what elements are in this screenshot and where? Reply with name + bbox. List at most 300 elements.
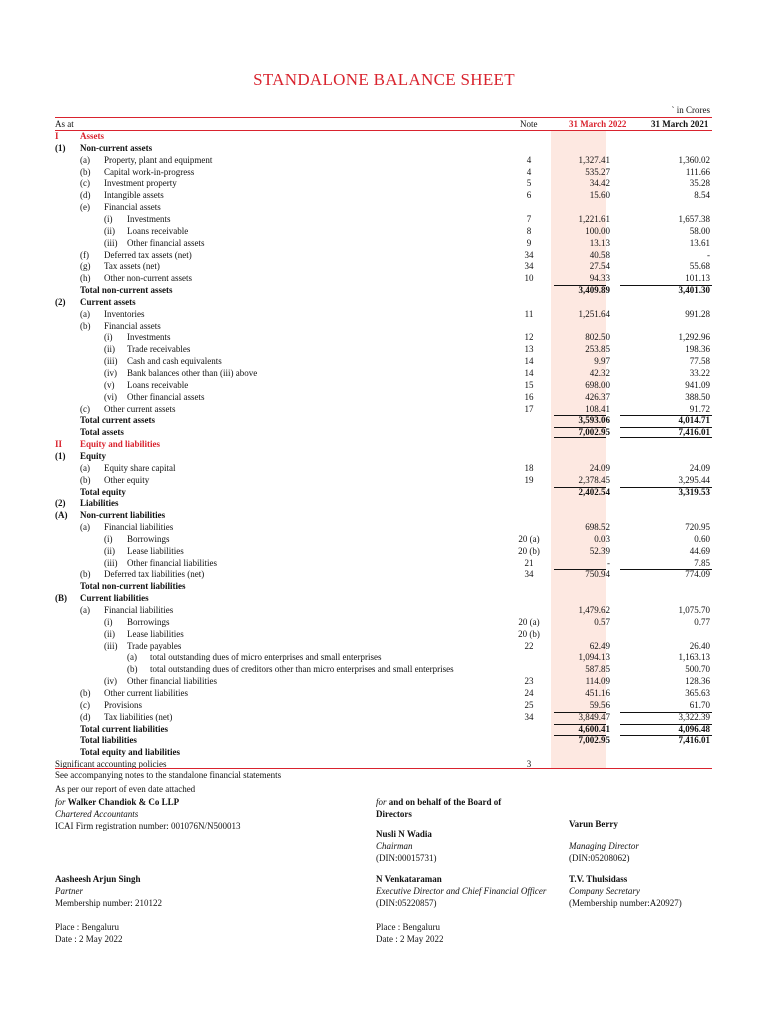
value-2021: 91.72: [689, 403, 710, 414]
firm-line: [55, 796, 179, 808]
row-label: (a): [127, 652, 137, 663]
value-2022: 94.33: [589, 273, 610, 284]
row-label: Loans receivable: [127, 225, 189, 236]
row-label: (b): [80, 687, 91, 698]
row-label: Lease liabilities: [127, 545, 184, 556]
value-2022: 1,479.62: [578, 605, 610, 615]
chairman-role: Chairman: [376, 841, 413, 851]
row-note: 20 (a): [518, 616, 540, 627]
page-title: STANDALONE BALANCE SHEET: [253, 70, 515, 89]
table-row: [0, 651, 768, 663]
value-2021: -: [707, 249, 710, 260]
table-row: [0, 604, 768, 616]
row-label: (c): [80, 178, 90, 189]
row-label: Equity share capital: [104, 462, 176, 473]
board-directors: Directors: [376, 809, 412, 819]
value-2022: 114.09: [585, 676, 610, 687]
table-row: [0, 142, 768, 154]
row-note: 20 (b): [518, 545, 540, 556]
row-label: Non-current liabilities: [80, 510, 166, 521]
row-note: 14: [524, 356, 534, 367]
row-label: (iv): [104, 676, 117, 687]
value-2021: 388.50: [685, 391, 710, 402]
value-2022: 4,600.41: [578, 723, 610, 734]
row-label: Trade receivables: [127, 344, 191, 355]
row-label: Financial liabilities: [104, 522, 174, 533]
row-label: Other financial assets: [127, 391, 205, 402]
row-label: (A): [55, 510, 68, 521]
row-note: 6: [526, 190, 532, 201]
row-note: 9: [526, 237, 532, 248]
row-note: 34: [524, 261, 534, 272]
row-label: (a): [80, 462, 90, 473]
row-label: (h): [80, 273, 91, 284]
table-row: [0, 189, 768, 201]
row-label: Investment property: [104, 178, 177, 189]
value-2022: 0.57: [594, 616, 610, 627]
row-label: (b): [80, 320, 91, 331]
table-row: [0, 320, 768, 332]
value-2022: 426.37: [585, 391, 610, 402]
row-label: Cash and cash equivalents: [127, 356, 222, 367]
row-label: total outstanding dues of micro enterprises and small enterprises: [150, 652, 382, 663]
table-row: [0, 343, 768, 355]
subtotal-rule: [554, 427, 606, 428]
value-2022: -: [607, 557, 610, 568]
table-row: [0, 533, 768, 545]
row-label: Bank balances other than (iii) above: [127, 368, 258, 378]
value-2022: 24.09: [589, 462, 610, 473]
row-label: (g): [80, 261, 91, 272]
header-col-2022: 31 March 2022: [569, 119, 627, 129]
row-label: Other financial liabilities: [127, 557, 217, 568]
table-row: [0, 628, 768, 640]
value-2021: 774.09: [685, 569, 710, 580]
place-left: Place : Bengaluru: [55, 922, 119, 932]
table-row: [0, 237, 768, 249]
row-label: I: [55, 131, 59, 141]
value-2022: 3,593.06: [578, 415, 610, 426]
partner-role: Partner: [55, 886, 83, 896]
row-label: (d): [80, 190, 91, 201]
row-note: 4: [526, 166, 532, 177]
value-2022: 42.32: [589, 368, 610, 378]
row-label: Financial assets: [104, 320, 161, 331]
row-label: Intangible assets: [104, 190, 164, 201]
value-2021: 198.36: [685, 344, 710, 355]
subtotal-rule: [620, 735, 712, 736]
row-note: 3: [526, 759, 532, 770]
table-row: [0, 201, 768, 213]
row-label: Financial assets: [104, 202, 161, 213]
row-label: (i): [104, 213, 113, 224]
value-2021: 128.36: [685, 676, 710, 687]
board-text: and on behalf of the Board of: [388, 797, 502, 807]
value-2021: 1,360.02: [678, 154, 710, 165]
place-mid: Place : Bengaluru: [376, 922, 440, 932]
row-label: Total assets: [80, 427, 124, 438]
table-row: [0, 462, 768, 474]
row-label: Other equity: [104, 474, 150, 485]
board-for-prefix: for: [376, 797, 387, 807]
value-2021: 0.77: [694, 616, 710, 627]
unit-note: ` in Crores: [671, 105, 710, 115]
row-label: (b): [80, 166, 91, 177]
row-label: II: [55, 439, 63, 450]
table-row: [0, 687, 768, 699]
value-2022: 587.85: [585, 664, 610, 675]
row-label: (iii): [104, 640, 118, 651]
row-label: (2): [55, 296, 66, 307]
table-row: [0, 521, 768, 533]
row-label: Borrowings: [127, 616, 170, 627]
row-label: (vi): [104, 391, 117, 402]
value-2021: 33.22: [689, 368, 710, 378]
header-as-at: As at: [55, 119, 74, 129]
table-row: [0, 474, 768, 486]
row-label: (2): [55, 498, 66, 509]
row-label: (d): [80, 711, 91, 722]
row-label: Tax assets (net): [104, 261, 160, 272]
row-label: (a): [80, 522, 90, 533]
row-note: 16: [524, 391, 534, 402]
value-2021: 101.13: [685, 273, 710, 284]
row-label: (i): [104, 616, 113, 627]
table-row: [0, 545, 768, 557]
table-row: [0, 213, 768, 225]
value-2021: 1,163.13: [678, 652, 710, 663]
row-label: Significant accounting policies: [55, 759, 167, 770]
row-label: Total equity and liabilities: [80, 747, 180, 758]
row-label: Assets: [80, 131, 104, 141]
row-note: 34: [524, 711, 534, 722]
table-row: [0, 166, 768, 178]
row-label: Total non-current assets: [80, 285, 173, 296]
row-label: (ii): [104, 545, 115, 556]
row-note: 24: [524, 687, 534, 698]
row-label: Loans receivable: [127, 379, 189, 390]
row-label: (1): [55, 142, 66, 153]
cs-name: T.V. Thulsidass: [569, 874, 628, 884]
firm-name: Walker Chandiok & Co LLP: [67, 797, 180, 807]
value-2021: 4,014.71: [678, 415, 710, 426]
row-label: Deferred tax assets (net): [104, 249, 192, 260]
row-label: Current assets: [80, 296, 136, 307]
row-label: Other current assets: [104, 403, 176, 414]
value-2021: 720.95: [685, 522, 710, 533]
row-label: Equity and liabilities: [80, 439, 161, 450]
see-notes: See accompanying notes to the standalone financial statements: [55, 770, 282, 780]
value-2022: 1,251.64: [578, 308, 610, 319]
value-2022: 40.58: [589, 249, 610, 260]
ed-name: N Venkataraman: [376, 874, 442, 884]
ed-role: Executive Director and Chief Financial Officer: [376, 886, 547, 896]
md-role: Managing Director: [569, 841, 639, 851]
report-line: As per our report of even date attached: [55, 784, 196, 794]
value-2022: 15.60: [589, 190, 610, 201]
value-2021: 35.28: [689, 178, 710, 189]
table-row: [0, 225, 768, 237]
value-2022: 1,327.41: [578, 154, 610, 165]
table-row: [0, 308, 768, 320]
table-row: [0, 355, 768, 367]
date-left: Date : 2 May 2022: [55, 934, 123, 944]
value-2022: 108.41: [585, 403, 610, 414]
chairman-din: (DIN:00015731): [376, 853, 437, 863]
table-row: [0, 699, 768, 711]
table-row: [0, 130, 768, 142]
subtotal-rule: [554, 285, 606, 286]
value-2022: 451.16: [585, 687, 610, 698]
subtotal-rule: [554, 712, 606, 713]
value-2021: 61.70: [689, 699, 710, 710]
table-row: [0, 438, 768, 450]
row-label: Total non-current liabilities: [80, 581, 186, 592]
row-note: 5: [526, 178, 532, 189]
table-row: [0, 391, 768, 403]
row-note: 19: [524, 474, 534, 485]
row-note: 7: [526, 213, 532, 224]
value-2022: 27.54: [589, 261, 610, 272]
row-note: 23: [524, 676, 534, 687]
table-row: [0, 154, 768, 166]
table-row: [0, 746, 768, 758]
row-note: 22: [524, 640, 534, 651]
value-2021: 3,319.53: [678, 486, 710, 497]
value-2022: 34.42: [589, 178, 610, 189]
value-2021: 7,416.01: [678, 427, 710, 438]
table-row: [0, 450, 768, 462]
value-2022: 253.85: [585, 344, 610, 355]
value-2022: 2,402.54: [578, 486, 610, 497]
row-label: Current liabilities: [80, 593, 149, 604]
subtotal-rule: [554, 415, 606, 416]
row-label: (ii): [104, 628, 115, 639]
firm-role: Chartered Accountants: [55, 809, 139, 819]
value-2022: 802.50: [585, 332, 610, 343]
row-label: Other non-current assets: [104, 273, 192, 284]
value-2022: 3,849.47: [578, 711, 610, 722]
value-2021: 1,292.96: [678, 332, 710, 343]
row-label: Borrowings: [127, 533, 170, 544]
value-2021: 1,075.70: [678, 605, 710, 615]
row-label: Equity: [80, 450, 107, 461]
partner-membership: Membership number: 210122: [55, 898, 162, 908]
subtotal-rule: [620, 427, 712, 428]
partner-name: Aasheesh Arjun Singh: [55, 874, 141, 884]
table-row: [0, 272, 768, 284]
md-din: (DIN:05208062): [569, 853, 630, 863]
ed-din: (DIN:05220857): [376, 898, 437, 908]
row-label: (b): [127, 664, 138, 675]
row-note: 10: [524, 273, 534, 284]
row-note: 4: [526, 154, 532, 165]
date-mid: Date : 2 May 2022: [376, 934, 444, 944]
value-2022: 535.27: [585, 166, 610, 177]
row-label: Total equity: [80, 486, 126, 497]
row-label: Non-current assets: [80, 142, 153, 153]
value-2022: 3,409.89: [578, 285, 610, 296]
table-row: [0, 331, 768, 343]
value-2021: 1,657.38: [678, 213, 710, 224]
value-2021: 13.61: [689, 237, 710, 248]
subtotal-rule: [620, 724, 712, 725]
subtotal-rule: [620, 487, 712, 488]
chairman-name: Nusli N Wadia: [376, 829, 432, 839]
table-row: [0, 509, 768, 521]
row-label: (ii): [104, 344, 115, 355]
value-2021: 8.54: [694, 190, 710, 201]
value-2021: 0.60: [694, 533, 710, 544]
value-2021: 26.40: [689, 640, 710, 651]
value-2021: 58.00: [689, 225, 710, 236]
row-label: Inventories: [104, 308, 145, 319]
row-label: Other current liabilities: [104, 687, 188, 698]
value-2021: 24.09: [689, 462, 710, 473]
subtotal-rule: [554, 735, 606, 736]
icai-number: ICAI Firm registration number: 001076N/N500013: [55, 821, 241, 831]
row-label: (c): [80, 403, 90, 414]
row-label: (iii): [104, 557, 118, 568]
header-note: Note: [520, 119, 538, 129]
table-row: [0, 616, 768, 628]
value-2021: 365.63: [685, 687, 710, 698]
row-note: 21: [524, 557, 534, 568]
value-2021: 4,096.48: [678, 723, 710, 734]
table-row: [0, 379, 768, 391]
row-label: Tax liabilities (net): [104, 711, 173, 722]
value-2021: 111.66: [685, 166, 710, 177]
cs-role: Company Secretary: [569, 886, 640, 896]
subtotal-rule: [620, 569, 712, 570]
table-row: [0, 663, 768, 675]
cs-membership: (Membership number:A20927): [569, 898, 682, 908]
value-2022: 13.13: [589, 237, 610, 248]
row-label: (a): [80, 605, 90, 615]
value-2021: 941.09: [685, 379, 710, 390]
value-2021: 55.68: [689, 261, 710, 272]
row-note: 20 (b): [518, 628, 540, 639]
subtotal-rule: [620, 415, 712, 416]
row-label: (iii): [104, 356, 118, 367]
row-label: (c): [80, 699, 90, 710]
value-2021: 3,322.39: [678, 711, 710, 722]
row-note: 20 (a): [518, 533, 540, 544]
value-2021: 991.28: [685, 308, 710, 319]
row-label: Liabilities: [80, 498, 119, 509]
row-label: (iii): [104, 237, 118, 248]
row-label: Deferred tax liabilities (net): [104, 569, 205, 580]
row-label: (i): [104, 332, 113, 343]
row-label: (v): [104, 379, 115, 390]
row-label: (b): [80, 569, 91, 580]
value-2022: 0.03: [594, 533, 610, 544]
value-2022: 1,221.61: [578, 213, 610, 224]
row-label: (b): [80, 474, 91, 485]
value-2022: 698.00: [585, 379, 610, 390]
subtotal-rule: [620, 285, 712, 286]
row-label: Investments: [127, 332, 171, 343]
row-note: 8: [526, 225, 532, 236]
table-row: [0, 367, 768, 379]
row-note: 13: [524, 344, 534, 355]
row-note: 11: [524, 308, 534, 319]
row-label: (iv): [104, 368, 117, 378]
row-label: (a): [80, 308, 90, 319]
value-2022: 62.49: [589, 640, 610, 651]
value-2021: 3,401.30: [678, 285, 710, 296]
table-row: [0, 403, 768, 415]
value-2022: 100.00: [585, 225, 610, 236]
row-label: total outstanding dues of creditors other than micro enterprises and small enterprises: [150, 664, 454, 675]
table-row: [0, 580, 768, 592]
value-2021: 77.58: [689, 356, 710, 367]
row-note: 12: [524, 332, 534, 343]
table-row: [0, 640, 768, 652]
table-row: [0, 296, 768, 308]
value-2022: 7,002.95: [578, 427, 610, 438]
value-2021: 7.85: [694, 557, 710, 568]
row-label: Lease liabilities: [127, 628, 184, 639]
value-2021: 3,295.44: [678, 474, 710, 485]
header-col-2021: 31 March 2021: [651, 119, 709, 129]
value-2022: 698.52: [585, 522, 610, 533]
value-2021: 500.70: [685, 664, 710, 675]
value-2022: 2,378.45: [578, 474, 610, 485]
row-label: Provisions: [104, 699, 143, 710]
subtotal-rule: [554, 569, 606, 570]
row-label: (e): [80, 202, 90, 213]
row-label: (B): [55, 593, 67, 604]
row-label: (ii): [104, 225, 115, 236]
subtotal-rule: [620, 712, 712, 713]
value-2021: 7,416.01: [678, 735, 710, 746]
row-label: (f): [80, 249, 89, 260]
subtotal-rule: [554, 724, 606, 725]
row-note: 17: [524, 403, 534, 414]
table-row: [0, 675, 768, 687]
row-note: 25: [524, 699, 534, 710]
row-note: 15: [524, 379, 534, 390]
table-row: [0, 249, 768, 261]
table-row: [0, 260, 768, 272]
value-2022: 7,002.95: [578, 735, 610, 746]
row-label: Total liabilities: [80, 735, 137, 746]
row-label: (i): [104, 533, 113, 544]
row-label: Total current liabilities: [80, 723, 169, 734]
table-row: [0, 592, 768, 604]
row-label: Trade payables: [127, 640, 182, 651]
value-2022: 52.39: [589, 545, 610, 556]
row-note: 14: [524, 368, 534, 378]
value-2022: 9.97: [594, 356, 610, 367]
row-note: 34: [524, 249, 534, 260]
value-2022: 750.94: [585, 569, 610, 580]
row-label: Investments: [127, 213, 171, 224]
row-note: 18: [524, 462, 534, 473]
row-label: Other financial assets: [127, 237, 205, 248]
row-label: Capital work-in-progress: [104, 166, 195, 177]
row-label: Financial liabilities: [104, 605, 174, 615]
row-label: Total current assets: [80, 415, 155, 426]
value-2022: 1,094.13: [578, 652, 610, 663]
md-name: Varun Berry: [569, 819, 618, 829]
table-row: [0, 177, 768, 189]
row-note: 34: [524, 569, 534, 580]
row-label: Property, plant and equipment: [104, 154, 213, 165]
table-row: [0, 557, 768, 569]
subtotal-rule: [554, 487, 606, 488]
